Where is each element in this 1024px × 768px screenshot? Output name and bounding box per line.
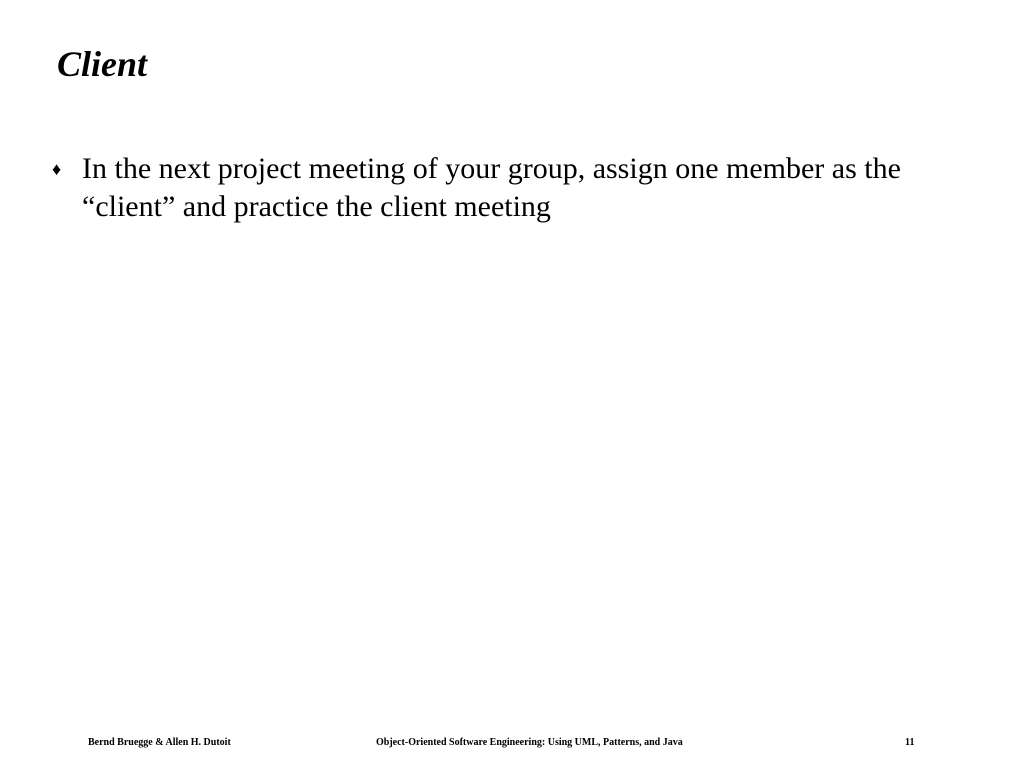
bullet-item: [52, 150, 952, 226]
footer-book-title: Object-Oriented Software Engineering: Using UML, Patterns, and Java: [376, 737, 683, 748]
diamond-bullet-icon: ♦: [52, 159, 62, 179]
bullet-text: In the next project meeting of your group, assign one member as the “client” and practice the client meeting: [82, 152, 901, 223]
footer-page-number: 11: [905, 737, 915, 748]
bullet-list: [52, 150, 952, 226]
slide-title: Client: [57, 44, 148, 84]
footer-authors: Bernd Bruegge & Allen H. Dutoit: [88, 737, 231, 748]
